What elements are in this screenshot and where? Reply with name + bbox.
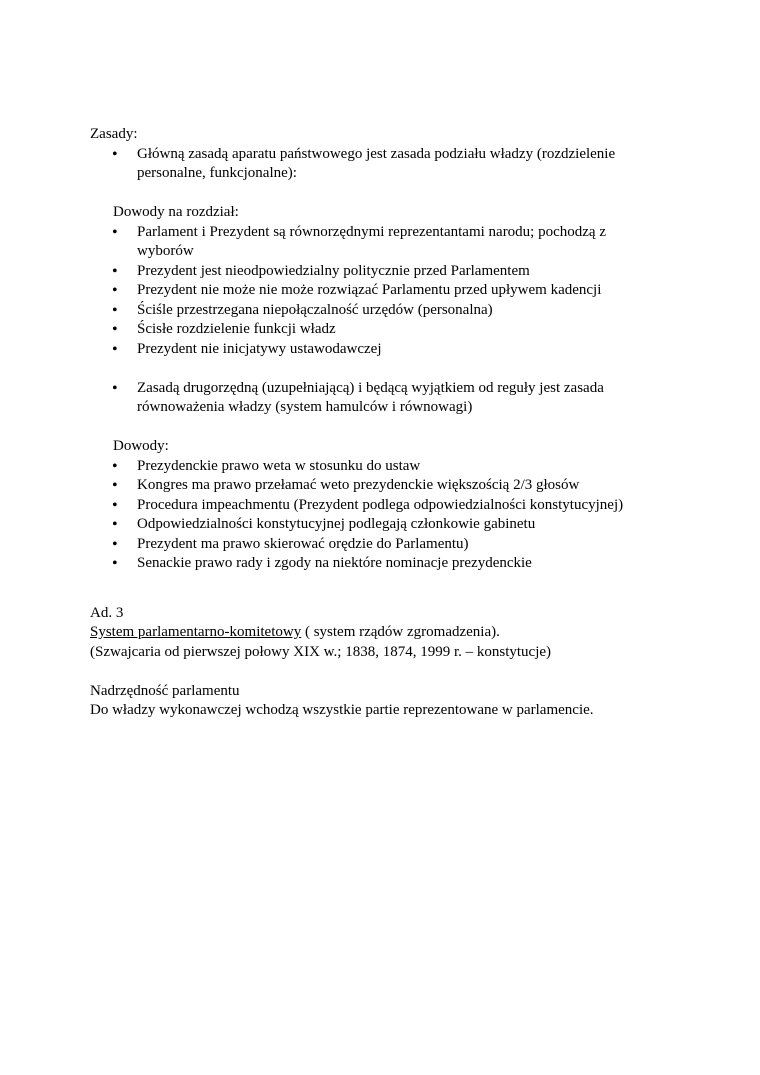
secondary-principle-item: • Zasadą drugorzędną (uzupełniającą) i będącą wyjątkiem od reguły jest zasada równoważenia władzy (system hamulców i równowagi) [90,379,660,418]
separation-evidence-heading: Dowody na rozdział: [113,204,239,220]
spacer [90,574,660,604]
list-item: • Prezydent nie inicjatywy ustawodawczej [90,340,660,360]
system-description: ( system rządów zgromadzenia). [301,624,500,640]
parliament-supremacy-heading: Nadrzędność parlamentu [90,682,240,699]
list-item: • Prezydenckie prawo weta w stosunku do ustaw [90,457,660,477]
balance-evidence-heading: Dowody: [113,438,169,454]
list-item: • Kongres ma prawo przełamać weto prezydenckie większością 2/3 głosów [90,476,660,496]
list-item: • Ścisłe rozdzielenie funkcji władz [90,320,660,340]
secondary-principle-list [90,379,660,418]
spacer [90,662,660,682]
document-content [90,125,660,721]
list-item: • Ściśle przestrzegana niepołączalność urzędów (personalna) [90,301,660,321]
system-line [90,623,660,643]
section-heading-ad3: Ad. 3 [90,604,124,621]
separation-evidence-list [90,223,660,360]
system-name: System parlamentarno-komitetowy [90,624,302,640]
list-item: • Prezydent nie może nie może rozwiązać Parlamentu przed upływem kadencji [90,281,660,301]
main-principle-item: • Główną zasadą aparatu państwowego jest zasada podziału władzy (rozdzielenie personalne, funkcjonalne): [90,145,660,184]
list-item: • Odpowiedzialności konstytucyjnej podlegają członkowie gabinetu [90,515,660,535]
spacer [90,418,660,438]
principles-heading: Zasady: [90,126,138,142]
spacer [90,184,660,204]
system-note: (Szwajcaria od pierwszej połowy XIX w.; 1838, 1874, 1999 r. – konstytucje) [90,643,552,660]
main-principle-list [90,145,660,184]
list-item: • Procedura impeachmentu (Prezydent podlega odpowiedzialności konstytucyjnej) [90,496,660,516]
spacer [90,359,660,379]
list-item: • Senackie prawo rady i zgody na niektóre nominacje prezydenckie [90,554,660,574]
list-item: • Prezydent ma prawo skierować orędzie do Parlamentu) [90,535,660,555]
list-item: • Parlament i Prezydent są równorzędnymi reprezentantami narodu; pochodzą z wyborów [90,223,660,262]
executive-statement: Do władzy wykonawczej wchodzą wszystkie partie reprezentowane w parlamencie. [90,702,594,718]
list-item: • Prezydent jest nieodpowiedzialny politycznie przed Parlamentem [90,262,660,282]
balance-evidence-list [90,457,660,574]
